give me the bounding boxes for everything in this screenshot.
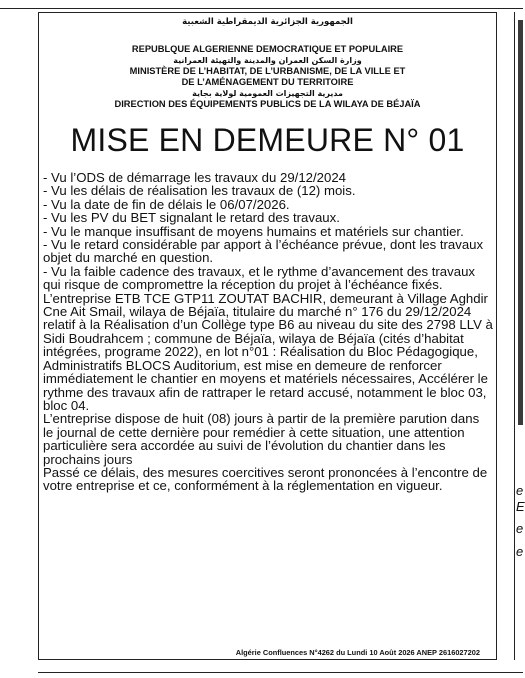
- header-arabic-republic: الجمهورية الجزائرية الديمقراطية الشعبية: [182, 17, 353, 27]
- notice-title: MISE EN DEMEURE N° 01: [70, 122, 465, 158]
- adjacent-text-fragment: E: [516, 499, 525, 514]
- considerant-item: - Vu les PV du BET signalant le retard des travaux.: [43, 210, 340, 226]
- adjacent-text-fragment: e: [516, 544, 524, 559]
- top-rule: [0, 0, 523, 9]
- header-gap: [39, 28, 496, 44]
- notice-body: [39, 171, 496, 493]
- considerant-item: - Vu les délais de réalisation les travaux de (12) mois.: [43, 183, 356, 199]
- publication-footer: Algérie Confluences N°4262 du Lundi 10 Août 2026 ANEP 2616027202: [235, 648, 480, 657]
- notice-box: [38, 12, 497, 660]
- header-ministry-line-1: MINISTÈRE DE L’HABITAT, DE L’URBANISME, DE LA VILLE ET: [129, 66, 406, 76]
- considerant-item: - Vu le manque insuffisant de moyens humains et matériels sur chantier.: [43, 223, 464, 239]
- header-ministry-line-2: DE L’AMÉNAGEMENT DU TERRITOIRE: [181, 77, 354, 87]
- body-paragraph-sanctions: Passé ce délais, des mesures coercitives seront prononcées à l’encontre de votre entreprise et ce, conformément à la réglementation en vigueur.: [43, 464, 488, 494]
- considerant-item: - Vu la faible cadence des travaux, et le rythme d’avancement des travaux qui risque de compromettre la réception du projet à l’échéance fixés.: [43, 263, 475, 293]
- adjacent-photo-edge: [518, 20, 523, 425]
- header-republic: REPUBLQUE ALGERIENNE DEMOCRATIQUE ET POPULAIRE: [131, 44, 404, 54]
- body-paragraph-company: L’entreprise ETB TCE GTP11 ZOUTAT BACHIR, demeurant à Village Aghdir Cne Ait Smail, wilaya de Béjaïa, titulaire du marché n° 176 du 29/12/2024 relatif à la Réalisation d’un Collège type B6 au niveau du site des 2798 LLV à Sidi Boudrahcem ; commune de Béjaïa, wilaya de Béjaïa (cités d’habitat intégrées, programe 2022), en lot n°01 : Réalisation du Bloc Pédagogique, Administratifs BLOCS Auditorium, est mise en demeure de renforcer immédiatement le chantier en moyens et matériels nécessaires, Accélérer le rythme des travaux afin de rattraper le retard accusé, notamment le bloc 03, bloc 04.: [43, 290, 493, 413]
- header-arabic-direction: مديرية التجهيزات العمومية لولاية بجاية: [192, 89, 343, 98]
- bottom-rule: [38, 672, 523, 673]
- body-paragraph-deadline: L’entreprise dispose de huit (08) jours à partir de la première parution dans le journal de cette dernière pour remédier à cette situation, une attention particulière sera accordée au suivi de l’évolution du chantier dans les prochains jours: [43, 411, 480, 467]
- adjacent-text-fragment: e: [516, 521, 524, 536]
- header-direction: DIRECTION DES ÉQUIPEMENTS PUBLICS DE LA WILAYA DE BÉJAÏA: [114, 99, 421, 109]
- considerant-item: - Vu la date de fin de délais le 06/07/2026.: [43, 196, 290, 212]
- considerant-item: - Vu l’ODS de démarrage les travaux du 29/12/2024: [43, 170, 346, 185]
- adjacent-text-fragment: e: [516, 483, 524, 498]
- header-arabic-ministry: وزارة السكن العمران والمدينة والتهيئة العمرانية: [173, 56, 362, 65]
- considerant-item: - Vu le retard considérable par apport à l’échéance prévue, dont les travaux objet du marché en question.: [43, 237, 484, 266]
